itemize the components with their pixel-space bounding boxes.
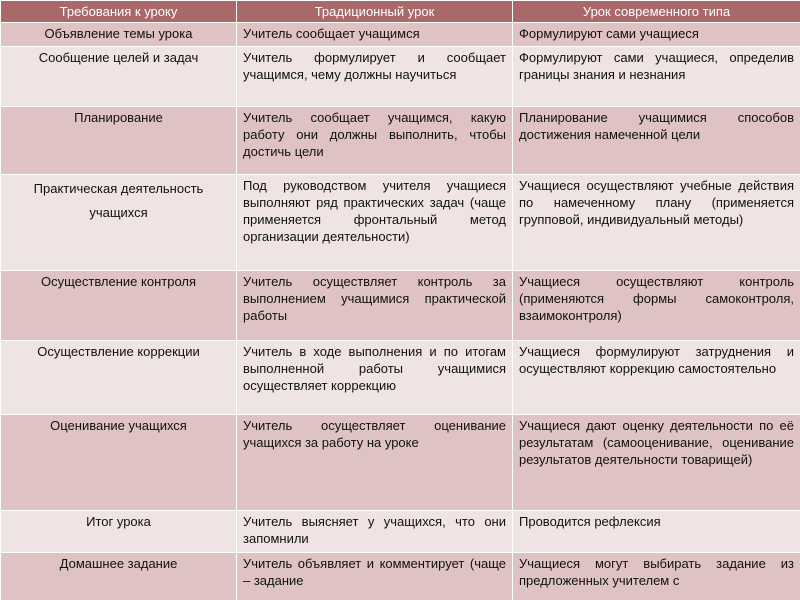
cell-modern: Проводится рефлексия <box>513 511 800 553</box>
table-header-row <box>1 1 800 23</box>
cell-traditional: Учитель в ходе выполнения и по итогам выполненной работы учащимися осуществляет коррекцию <box>237 341 513 415</box>
cell-requirement: Оценивание учащихся <box>1 415 237 511</box>
header-requirements: Требования к уроку <box>1 1 237 23</box>
table-row <box>1 415 800 511</box>
cell-traditional: Учитель сообщает учащимся, какую работу они должны выполнить, чтобы достичь цели <box>237 107 513 175</box>
table-row <box>1 47 800 107</box>
cell-requirement: Объявление темы урока <box>1 23 237 47</box>
table-row <box>1 175 800 271</box>
cell-traditional: Учитель объявляет и комментирует (чаще – задание <box>237 553 513 600</box>
cell-modern: Учащиеся осуществляют учебные действия по намеченному плану (применяется групповой, индивидуальный методы) <box>513 175 800 271</box>
table-row <box>1 23 800 47</box>
cell-requirement: Итог урока <box>1 511 237 553</box>
table-row <box>1 511 800 553</box>
cell-requirement: Осуществление контроля <box>1 271 237 341</box>
cell-traditional: Учитель осуществляет контроль за выполнением учащимися практической работы <box>237 271 513 341</box>
table-row <box>1 271 800 341</box>
cell-modern: Учащиеся осуществляют контроль (применяются формы самоконтроля, взаимоконтроля) <box>513 271 800 341</box>
cell-modern: Учащиеся дают оценку деятельности по её результатам (самооценивание, оценивание результатов деятельности товарищей) <box>513 415 800 511</box>
cell-requirement: Сообщение целей и задач <box>1 47 237 107</box>
cell-modern: Учащиеся формулируют затруднения и осуществляют коррекцию самостоятельно <box>513 341 800 415</box>
cell-traditional: Учитель сообщает учащимся <box>237 23 513 47</box>
cell-modern: Планирование учащимися способов достижения намеченной цели <box>513 107 800 175</box>
cell-requirement: Планирование <box>1 107 237 175</box>
cell-modern: Формулируют сами учащиеся <box>513 23 800 47</box>
cell-modern: Учащиеся могут выбирать задание из предложенных учителем с <box>513 553 800 600</box>
cell-traditional: Под руководством учителя учащиеся выполняют ряд практических задач (чаще применяется фронтальный метод организации деятельности) <box>237 175 513 271</box>
cell-traditional: Учитель формулирует и сообщает учащимся, чему должны научиться <box>237 47 513 107</box>
cell-requirement: Осуществление коррекции <box>1 341 237 415</box>
cell-requirement: Практическая деятельность учащихся <box>1 175 237 271</box>
cell-traditional: Учитель осуществляет оценивание учащихся за работу на уроке <box>237 415 513 511</box>
table-row <box>1 553 800 600</box>
cell-modern: Формулируют сами учащиеся, определив границы знания и незнания <box>513 47 800 107</box>
header-modern: Урок современного типа <box>513 1 800 23</box>
header-traditional: Традиционный урок <box>237 1 513 23</box>
table-row <box>1 341 800 415</box>
cell-requirement: Домашнее задание <box>1 553 237 600</box>
table-row <box>1 107 800 175</box>
cell-traditional: Учитель выясняет у учащихся, что они запомнили <box>237 511 513 553</box>
